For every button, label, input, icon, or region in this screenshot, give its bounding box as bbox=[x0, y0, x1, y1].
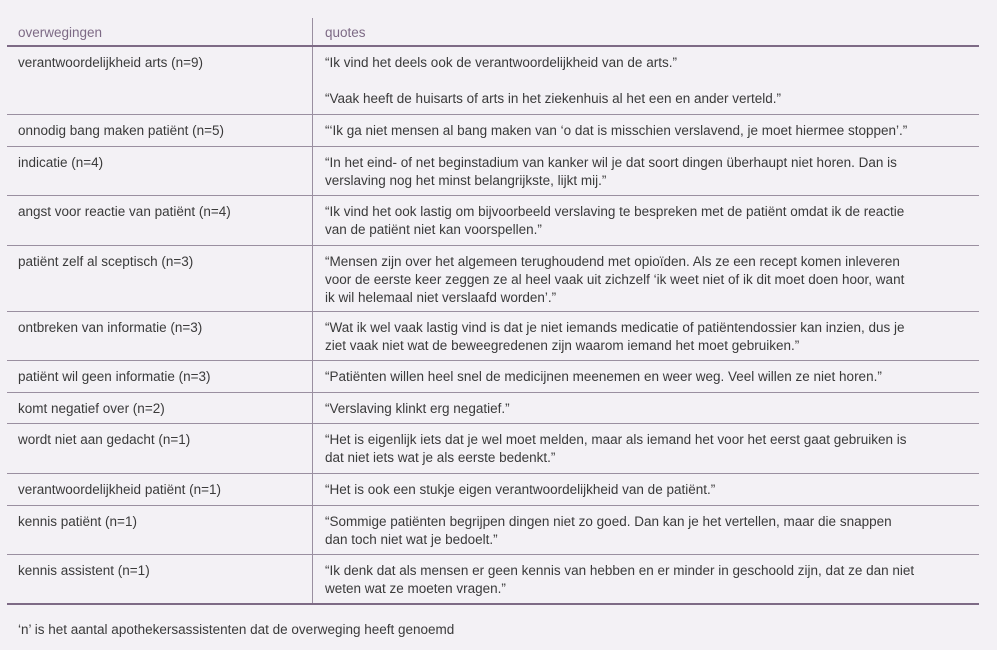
footnote: ‘n’ is het aantal apothekersassistenten dat de overweging heeft genoemd bbox=[18, 622, 455, 637]
table-row bbox=[7, 147, 979, 196]
considerations-table bbox=[7, 18, 979, 603]
table-header bbox=[7, 18, 979, 47]
consideration-cell: kennis patiënt (n=1) bbox=[18, 514, 137, 529]
table-row bbox=[7, 196, 979, 246]
quote-line: ziet vaak niet wat de beweegredenen zijn waarom iemand het moet gebruiken.” bbox=[325, 338, 800, 353]
quote-cell bbox=[325, 562, 975, 598]
quote-line: “‘Ik ga niet mensen al bang maken van ‘o dat is misschien verslavend, je moet hiermee stoppen’.” bbox=[325, 123, 908, 138]
table-row bbox=[7, 312, 979, 361]
header-quotes: quotes bbox=[325, 25, 366, 40]
quote-cell bbox=[325, 368, 975, 386]
quote-line: “Mensen zijn over het algemeen terughoudend met opioïden. Als ze een recept komen inleveren bbox=[325, 254, 900, 269]
consideration-cell: onnodig bang maken patiënt (n=5) bbox=[18, 123, 225, 138]
quote-cell bbox=[325, 203, 975, 239]
table-bottom-rule bbox=[7, 603, 979, 605]
quote-cell bbox=[325, 154, 975, 190]
quote-line: “Het is ook een stukje eigen verantwoordelijkheid van de patiënt.” bbox=[325, 482, 716, 497]
quote-line: “Ik vind het ook lastig om bijvoorbeeld verslaving te bespreken met de patiënt omdat ik de reactie bbox=[325, 204, 905, 219]
quote-line: “Verslaving klinkt erg negatief.” bbox=[325, 401, 510, 416]
consideration-cell: kennis assistent (n=1) bbox=[18, 563, 150, 578]
quote-line: “Ik denk dat als mensen er geen kennis van hebben en er minder in geschoold zijn, dat ze dan niet bbox=[325, 563, 915, 578]
consideration-cell: komt negatief over (n=2) bbox=[18, 401, 165, 416]
quote-cell bbox=[325, 431, 975, 467]
quote-line: ik wil helemaal niet verslaafd worden’.” bbox=[325, 290, 557, 305]
consideration-cell: verantwoordelijkheid arts (n=9) bbox=[18, 55, 203, 70]
table-row bbox=[7, 47, 979, 115]
quote-cell bbox=[325, 400, 975, 418]
table-row bbox=[7, 506, 979, 555]
table-row bbox=[7, 115, 979, 147]
table-row bbox=[7, 555, 979, 603]
quote-line: “Ik vind het deels ook de verantwoordelijkheid van de arts.” bbox=[325, 55, 677, 70]
quote-cell bbox=[325, 481, 975, 499]
consideration-cell: patiënt wil geen informatie (n=3) bbox=[18, 369, 211, 384]
table-row bbox=[7, 393, 979, 424]
header-considerations: overwegingen bbox=[18, 25, 103, 40]
quote-cell bbox=[325, 513, 975, 549]
table-row bbox=[7, 424, 979, 474]
quote-line: dan toch niet wat je bedoelt.” bbox=[325, 532, 498, 547]
quote-line: “Patiënten willen heel snel de medicijnen meenemen en weer weg. Veel willen ze niet horen.” bbox=[325, 369, 882, 384]
quote-cell bbox=[325, 122, 975, 140]
quote-cell bbox=[325, 253, 975, 307]
consideration-cell: wordt niet aan gedacht (n=1) bbox=[18, 432, 191, 447]
table-row bbox=[7, 246, 979, 312]
consideration-cell: verantwoordelijkheid patiënt (n=1) bbox=[18, 482, 221, 497]
quote-line: “Wat ik wel vaak lastig vind is dat je niet iemands medicatie of patiëntendossier kan inzien, dus je bbox=[325, 320, 905, 335]
consideration-cell: indicatie (n=4) bbox=[18, 155, 104, 170]
table-row bbox=[7, 474, 979, 506]
quote-line: voor de eerste keer zeggen ze al heel vaak uit zichzelf ‘ik weet niet of ik dit moet doen hoor, want bbox=[325, 272, 905, 287]
quote-line: “Vaak heeft de huisarts of arts in het ziekenhuis al het een en ander verteld.” bbox=[325, 91, 782, 106]
quote-cell bbox=[325, 319, 975, 355]
quote-line: weten wat ze moeten vragen.” bbox=[325, 581, 506, 596]
quote-line: “Sommige patiënten begrijpen dingen niet zo goed. Dan kan je het vertellen, maar die snappen bbox=[325, 514, 892, 529]
quote-line: dat niet iets wat je als eerste bedenkt.” bbox=[325, 450, 556, 465]
quote-line: verslaving nog het minst belangrijkste, lijkt mij.” bbox=[325, 173, 607, 188]
table-row bbox=[7, 361, 979, 393]
consideration-cell: ontbreken van informatie (n=3) bbox=[18, 320, 203, 335]
quote-line: “In het eind- of net beginstadium van kanker wil je dat soort dingen überhaupt niet horen. Dan is bbox=[325, 155, 897, 170]
quote-cell bbox=[325, 54, 975, 108]
quote-line: “Het is eigenlijk iets dat je wel moet melden, maar als iemand het voor het eerst gaat gebruiken is bbox=[325, 432, 907, 447]
quote-line: van de patiënt niet kan voorspellen.” bbox=[325, 222, 542, 237]
consideration-cell: patiënt zelf al sceptisch (n=3) bbox=[18, 254, 194, 269]
consideration-cell: angst voor reactie van patiënt (n=4) bbox=[18, 204, 231, 219]
